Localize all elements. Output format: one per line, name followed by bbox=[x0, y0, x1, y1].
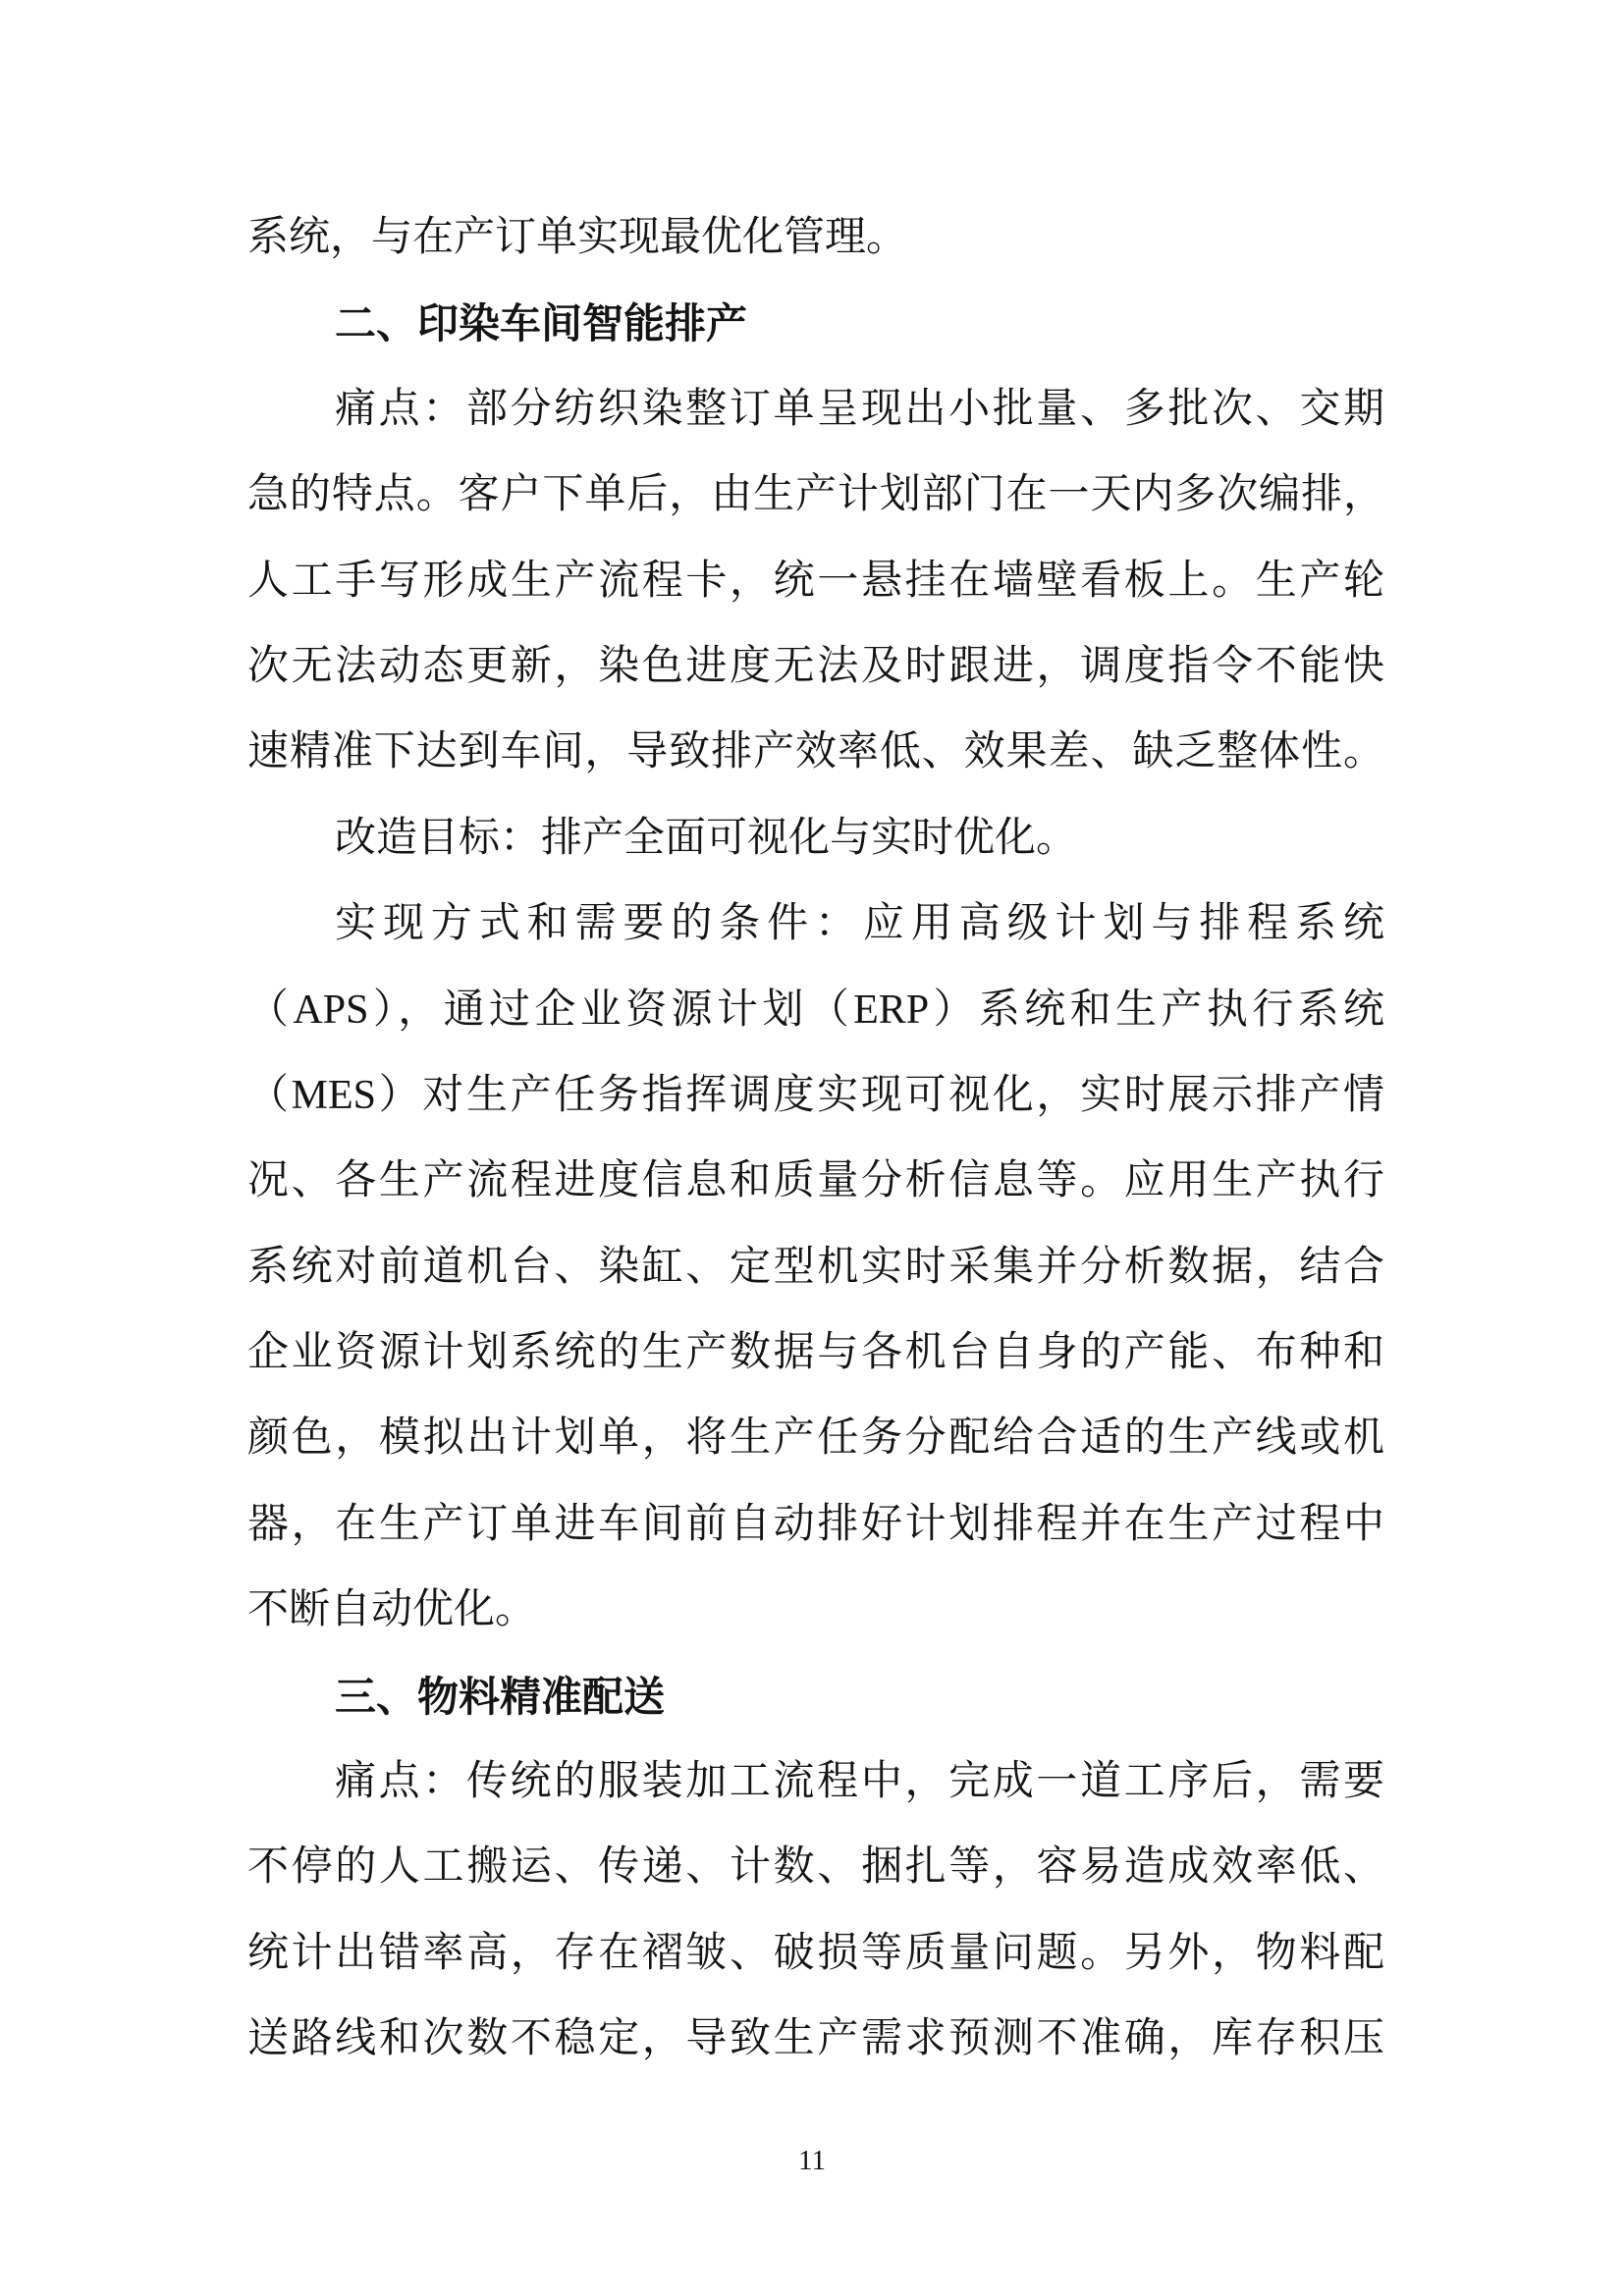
body-text bbox=[247, 195, 1384, 2083]
goal-paragraph-dyeing: 改造目标：排产全面可视化与实时优化。 bbox=[335, 815, 1078, 861]
page-number: 11 bbox=[798, 2145, 826, 2176]
paragraph-line: 人工手写形成生产流程卡，统一悬挂在墙壁看板上。生产轮 bbox=[247, 558, 1384, 604]
paragraph-continuation: 系统，与在产订单实现最优化管理。 bbox=[247, 215, 908, 260]
paragraph-line: 送路线和次数不稳定，导致生产需求预测不准确，库存积压 bbox=[247, 2016, 1384, 2062]
pain-point-paragraph-material bbox=[247, 1739, 1384, 2083]
paragraph-line: 次无法动态更新，染色进度无法及时跟进，调度指令不能快 bbox=[247, 643, 1384, 689]
section-heading-dyeing-scheduling: 二、印染车间智能排产 bbox=[335, 299, 748, 348]
paragraph-line: （APS），通过企业资源计划（ERP）系统和生产执行系统 bbox=[247, 987, 1384, 1033]
paragraph-line: 器，在生产订单进车间前自动排好计划排程并在生产过程中 bbox=[247, 1501, 1384, 1547]
section-heading-material-delivery: 三、物料精准配送 bbox=[335, 1672, 666, 1721]
paragraph-line: 痛点：传统的服装加工流程中，完成一道工序后，需要 bbox=[335, 1759, 1384, 1805]
implementation-paragraph-dyeing bbox=[247, 881, 1384, 1654]
paragraph-line: 速精准下达到车间，导致排产效率低、效果差、缺乏整体性。 bbox=[247, 729, 1384, 775]
paragraph-line: 不断自动优化。 bbox=[247, 1587, 537, 1633]
paragraph-line: 不停的人工搬运、传递、计数、捆扎等，容易造成效率低、 bbox=[247, 1844, 1384, 1891]
paragraph-line: 统计出错率高，存在褶皱、破损等质量问题。另外，物料配 bbox=[247, 1930, 1384, 1976]
paragraph-line: （MES）对生产任务指挥调度实现可视化，实时展示排产情 bbox=[247, 1072, 1384, 1118]
paragraph-line: 企业资源计划系统的生产数据与各机台自身的产能、布种和 bbox=[247, 1330, 1384, 1376]
paragraph-line: 况、各生产流程进度信息和质量分析信息等。应用生产执行 bbox=[247, 1158, 1384, 1204]
paragraph-line: 急的特点。客户下单后，由生产计划部门在一天内多次编排， bbox=[247, 472, 1384, 518]
pain-point-paragraph-dyeing bbox=[247, 367, 1384, 796]
paragraph-line: 颜色，模拟出计划单，将生产任务分配给合适的生产线或机 bbox=[247, 1415, 1384, 1462]
paragraph-line: 实现方式和需要的条件：应用高级计划与排程系统 bbox=[335, 901, 1384, 947]
paragraph-line: 系统对前道机台、染缸、定型机实时采集并分析数据，结合 bbox=[247, 1244, 1384, 1290]
paragraph-line: 痛点：部分纺织染整订单呈现出小批量、多批次、交期 bbox=[335, 386, 1384, 432]
